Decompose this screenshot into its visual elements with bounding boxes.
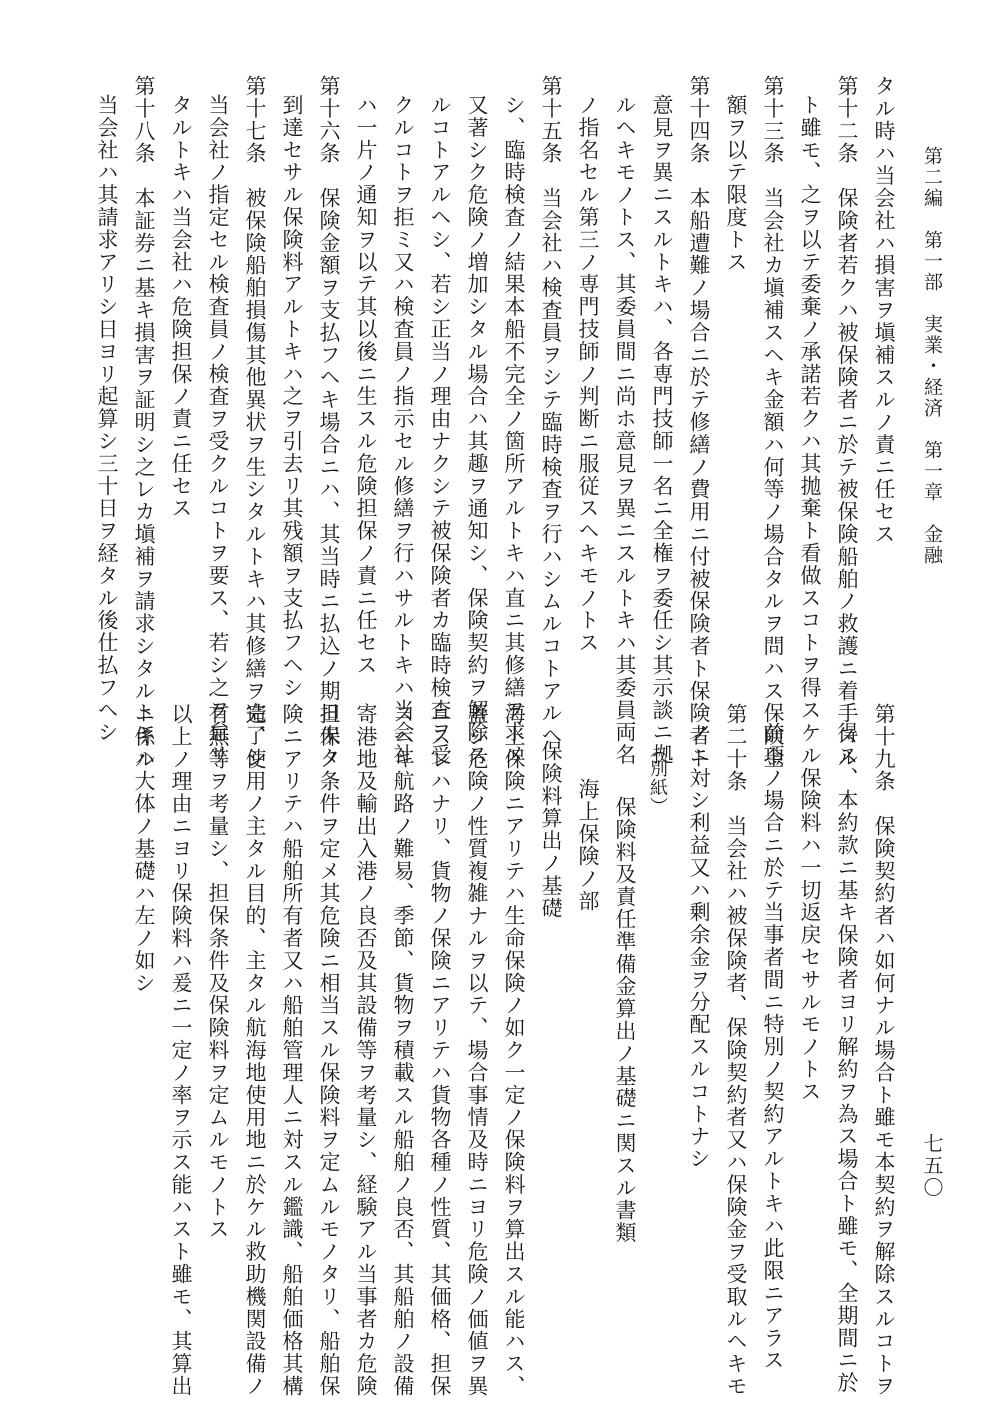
section-subheading: 保険料算出ノ基礎	[539, 740, 563, 920]
section-title: 保険料及責任準備金算出ノ基礎ニ関スル書類	[613, 796, 637, 1244]
text-column: タルトキハ当会社ハ危険担保ノ責ニ任セス	[169, 94, 193, 520]
text-column: 海上保険ニアリテハ生命保険ノ如ク一定ノ保険料ヲ算出スル能ハス、	[502, 703, 526, 1398]
text-column: クルコトヲ拒ミ又ハ検査員ノ指示セル修繕ヲ行ハサルトキハ当会社	[391, 94, 415, 766]
text-column: 第十四条 本船遭難ノ場合ニ於テ修繕ノ費用ニ付被保険者ト保険者ト	[687, 75, 711, 770]
text-column: 額ヲ以テ限度トス	[724, 94, 748, 274]
text-column: シ、臨時検査ノ結果本船不完全ノ箇所アルトキハ直ニ其修繕ヲ求メ	[502, 94, 526, 766]
text-column: 険ニアリテハ船舶所有者又ハ船舶管理人ニ対スル鑑識、船舶価格其構	[280, 703, 304, 1398]
text-column: 第十三条 当会社カ塡補スヘキ金額ハ何等ノ場合タルヲ問ハス保険金	[761, 75, 785, 770]
text-column: 当会社ハ其請求アリシ日ヨリ起算シ三十日ヲ経タル後仕払フヘシ	[95, 94, 119, 744]
page-number: 七五〇	[920, 1133, 944, 1199]
text-column: 第十七条 被保険船舶損傷其他異状ヲ生シタルトキハ其修繕ヲ完了シ	[243, 75, 267, 770]
section-heading: 海上保険ノ部	[576, 778, 600, 913]
text-column: 意見ヲ異ニスルトキハ、各専門技師一名ニ全権ヲ委任シ其示談ニ拠	[650, 94, 674, 766]
text-column: 造、使用ノ主タル目的、主タル航海地使用地ニ於ケル救助機関設備ノ	[243, 703, 267, 1398]
text-column: ト雖モ、之ヲ以テ委棄ノ承諾若クハ其拋棄ト看做スコトヲ得ス	[798, 94, 822, 722]
text-column: 当会社ノ指定セル検査員ノ検査ヲ受クルコトヲ要ス、若シ之ヲ怠リ	[206, 94, 230, 766]
text-column: タル時ハ当会社ハ損害ヲ塡補スルノ責ニ任セス	[872, 75, 896, 546]
text-column: 到達セサル保険料アルトキハ之ヲ引去リ其残額ヲ支払フヘシ	[280, 94, 304, 699]
text-column: ニスレハナリ、貨物ノ保険ニアリテハ貨物各種ノ性質、其価格、担保	[428, 703, 452, 1398]
text-column: ハ一片ノ通知ヲ以テ其以後ニ生スル危険担保ノ責ニ任セス	[354, 94, 378, 677]
text-column: 担保ノ条件ヲ定メ其危険ニ相当スル保険料ヲ定ムルモノタリ、船舶保	[317, 703, 341, 1398]
text-column: 又著シク危険ノ増加シタル場合ハ其趣ヲ通知シ、保険契約ヲ解除ス	[465, 94, 489, 766]
text-column: ノ指名セル第三ノ専門技師ノ判断ニ服従スヘキモノトス	[576, 94, 600, 654]
text-column: 蓋シ危険ノ性質複雑ナルヲ以テ、場合事情及時ニヨリ危険ノ価値ヲ異	[465, 703, 489, 1398]
text-column: ルヘキモノトス、其委員間ニ尚ホ意見ヲ異ニスルトキハ其委員両名	[613, 94, 637, 766]
text-column: 得ス、本約款ニ基キ保険者ヨリ解約ヲ為ス場合ト雖モ、全期間ニ於	[835, 722, 859, 1394]
text-column: ケル保険料ハ一切返戻セサルモノトス	[798, 722, 822, 1103]
text-column: 第十二条 保険者若クハ被保険者ニ於テ被保険船舶ノ救護ニ着手スル	[835, 75, 859, 770]
running-head: 第二編 第一部 実業・経済 第一章 金融	[921, 146, 943, 566]
text-column: ニ係ル大体ノ基礎ハ左ノ如シ	[132, 703, 156, 995]
text-column: 有無等ヲ考量シ、担保条件及保険料ヲ定ムルモノトス	[206, 703, 230, 1241]
text-column: 第十六条 保険金額ヲ支払フヘキ場合ニハ、其当時ニ払込ノ期日未タ	[317, 75, 341, 770]
text-column: 第二十条 当会社ハ被保険者、保険契約者又ハ保険金ヲ受取ルヘキモ	[724, 703, 748, 1398]
text-column: 寄港地及輸出入港ノ良否及其設備等ヲ考量シ、経験アル当事者カ危険	[354, 703, 378, 1398]
annex-label: （別紙）	[647, 740, 668, 816]
text-column: ノニ対シ利益又ハ剰余金ヲ分配スルコトナシ	[687, 722, 711, 1170]
text-column: 第十九条 保険契約者ハ如何ナル場合ト雖モ本契約ヲ解除スルコトヲ	[872, 703, 896, 1398]
text-column: 第十五条 当会社ハ検査員ヲシテ臨時検査ヲ行ハシムルコトアルヘ	[539, 75, 563, 747]
text-column: 前項ノ場合ニ於テ当事者間ニ特別ノ契約アルトキハ此限ニアラス	[761, 722, 785, 1372]
text-column: 以上ノ理由ニヨリ保険料ハ爰ニ一定ノ率ヲ示ス能ハスト雖モ、其算出	[169, 703, 193, 1398]
text-column: ルコトアルヘシ、若シ正当ノ理由ナクシテ被保険者カ臨時検査ヲ受	[428, 94, 452, 766]
text-column: 第十八条 本証券ニ基キ損害ヲ証明シ之レカ塡補ヲ請求シタルトキハ	[132, 75, 156, 770]
text-column: スヘキ航路ノ難易、季節、貨物ヲ積載スル船舶ノ良否、其船舶ノ設備	[391, 703, 415, 1398]
